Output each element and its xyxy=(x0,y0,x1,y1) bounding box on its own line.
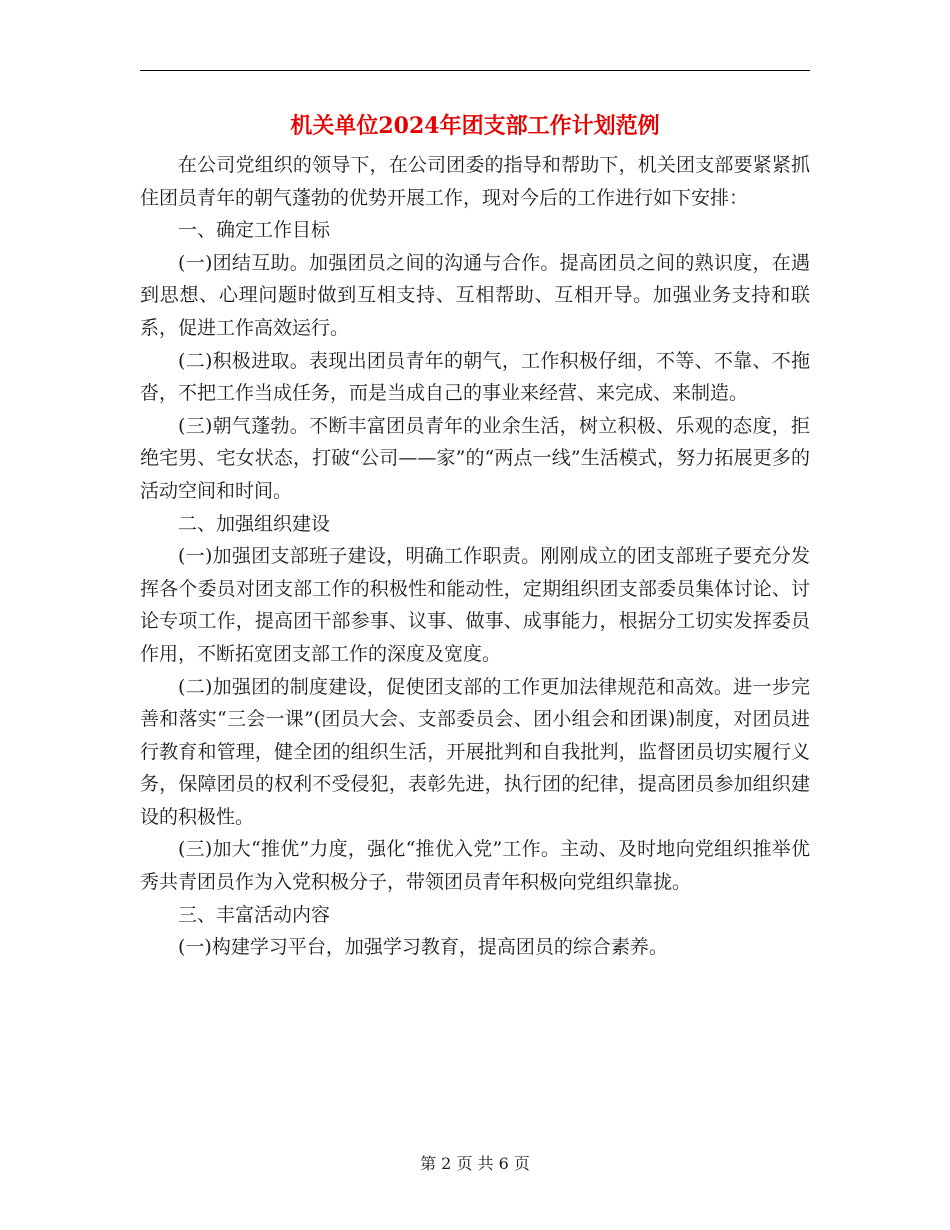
page-number: 第 2 页 共 6 页 xyxy=(420,1154,530,1173)
paragraph-1-3: (三)朝气蓬勃。不断丰富团员青年的业余生活，树立积极、乐观的态度，拒绝宅男、宅女状态，打破“公司——家”的“两点一线”生活模式，努力拓展更多的活动空间和时间。 xyxy=(140,414,810,502)
paragraph-intro: 在公司党组织的领导下，在公司团委的指导和帮助下，机关团支部要紧紧抓住团员青年的朝气蓬勃的优势开展工作，现对今后的工作进行如下安排： xyxy=(140,154,810,209)
paragraph-3-1: (一)构建学习平台，加强学习教育，提高团员的综合素养。 xyxy=(178,936,668,959)
paragraph-1-1: (一)团结互助。加强团员之间的沟通与合作。提高团员之间的熟识度，在遇到思想、心理问题时做到互相支持、互相帮助、互相开导。加强业务支持和联系，促进工作高效运行。 xyxy=(140,251,810,339)
header-rule xyxy=(140,70,810,71)
section-heading-3: 三、丰富活动内容 xyxy=(178,903,331,926)
paragraph-1-2: (二)积极进取。表现出团员青年的朝气，工作积极仔细，不等、不靠、不拖沓，不把工作当成任务，而是当成自己的事业来经营、来完成、来制造。 xyxy=(140,349,810,405)
section-heading-2: 二、加强组织建设 xyxy=(178,512,331,535)
paragraph-2-2: (二)加强团的制度建设，促使团支部的工作更加法律规范和高效。进一步完善和落实“三会一课”(团员大会、支部委员会、团小组会和团课)制度，对团员进行教育和管理，健全团的组织生活，开展批判和自我批判，监督团员切实履行义务，保障团员的权利不受侵犯，表彰先进，执行团的纪律，提高团员参加组织建设的积极性。 xyxy=(140,675,810,828)
document-title: 机关单位2024年团支部工作计划范例 xyxy=(290,113,660,139)
section-heading-1: 一、确定工作目标 xyxy=(178,219,331,242)
paragraph-2-3: (三)加大“推优”力度，强化“推优入党”工作。主动、及时地向党组织推举优秀共青团员作为入党积极分子，带领团员青年积极向党组织靠拢。 xyxy=(140,838,810,894)
paragraph-2-1: (一)加强团支部班子建设，明确工作职责。刚刚成立的团支部班子要充分发挥各个委员对团支部工作的积极性和能动性，定期组织团支部委员集体讨论、讨论专项工作，提高团干部参事、议事、做事、成事能力，根据分工切实发挥委员作用，不断拓宽团支部工作的深度及宽度。 xyxy=(140,545,810,665)
document-body xyxy=(140,149,810,964)
